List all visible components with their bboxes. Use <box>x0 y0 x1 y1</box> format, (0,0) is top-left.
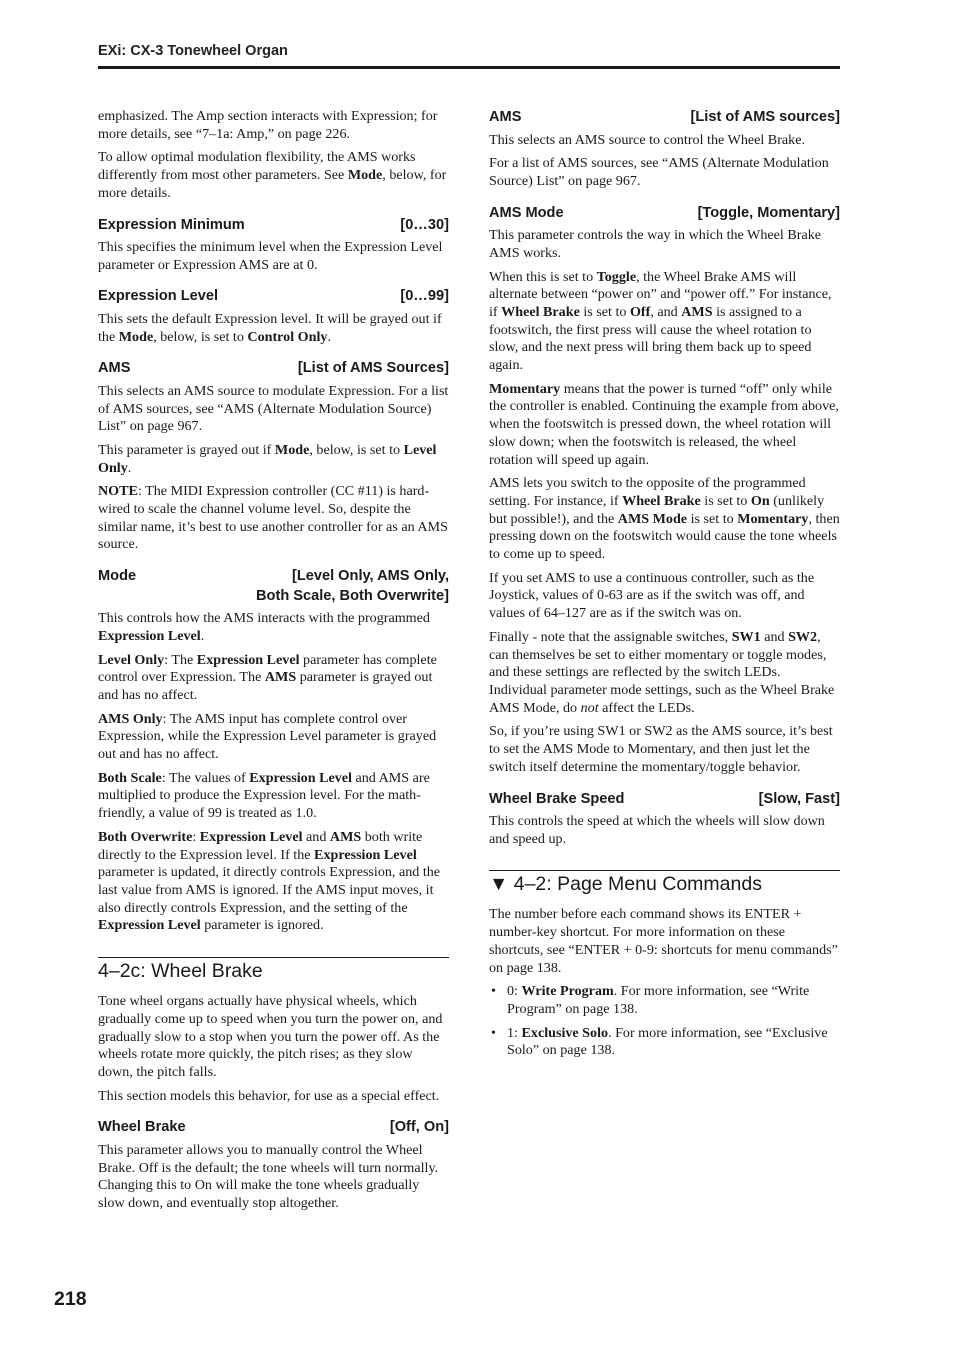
option-label: Both Scale <box>98 769 162 786</box>
ams-mode-switches <box>489 629 840 718</box>
param-range: [List of AMS Sources] <box>297 360 449 377</box>
text: : The MIDI Expression controller (CC #11) is hard-wired to scale the channel volume level. So, despite the similar name, it’s best to use another controller for as an AMS source. <box>98 483 448 553</box>
text: . <box>327 328 331 345</box>
param-name: Wheel Brake Speed <box>489 790 625 807</box>
text: is set to <box>687 510 738 527</box>
left-column <box>98 108 449 1219</box>
bold-ref: Expression Level <box>196 651 300 668</box>
ams-desc: This selects an AMS source to modulate Expression. For a list of AMS sources, see “AMS (Alternate Modulation Source) List” on page 967. <box>98 382 449 435</box>
mode-ref: Mode <box>347 167 383 184</box>
ams-note <box>98 483 449 554</box>
bold-ref: AMS <box>264 669 297 686</box>
option-label: Both Overwrite <box>98 828 193 845</box>
param-name: Mode <box>98 568 137 585</box>
level-only-ref: Level Only <box>98 441 437 476</box>
param-name: Wheel Brake <box>98 1119 186 1136</box>
text: : The AMS input has complete control over Expression, while the Expression Level parameter is grayed out and has no affect. <box>98 710 437 763</box>
bullet-icon: • <box>491 1024 496 1041</box>
option-label: AMS Only <box>98 710 163 727</box>
param-range: [Off, On] <box>389 1119 449 1136</box>
expression-minimum-desc: This specifies the minimum level when the Expression Level parameter or Expression AMS are at 0. <box>98 239 443 273</box>
bold-ref: Momentary <box>489 380 561 397</box>
section-title: ▼ 4–2: Page Menu Commands <box>489 873 762 896</box>
ams-flexibility-paragraph <box>98 149 449 202</box>
param-name: Expression Level <box>98 288 219 305</box>
text: AMS lets you switch to the opposite of the programmed setting. For instance, if <box>489 475 806 509</box>
page-header <box>98 42 840 60</box>
text: When this is set to <box>489 268 597 285</box>
text: , the Wheel Brake AMS will alternate between “power on” and “power off.” For instance, if <box>489 268 832 320</box>
shortcut-number: 0: <box>507 983 522 1000</box>
wheel-intro-2: This section models this behavior, for use as a special effect. <box>98 1087 440 1104</box>
page-number: 218 <box>54 1288 87 1310</box>
param-mode <box>98 567 449 606</box>
mode-ref: Mode <box>118 328 154 345</box>
text: and <box>302 828 330 845</box>
param-wheel-brake-speed <box>489 790 840 810</box>
text: is set to <box>579 303 630 320</box>
text: , below, for more details. <box>98 167 447 201</box>
bold-ref: AMS <box>329 828 362 845</box>
bold-ref: Wheel Brake <box>501 303 580 320</box>
text: This sets the default Expression level. It will be grayed out if the <box>98 310 442 345</box>
param-expression-level <box>98 287 449 307</box>
mode-ams-only <box>98 711 449 764</box>
bold-ref: Off <box>629 303 651 320</box>
param-name: Expression Minimum <box>98 216 245 233</box>
mode-both-overwrite <box>98 829 449 935</box>
text: To allow optimal modulation flexibility, the AMS works differently from most other parameters. See <box>98 149 416 184</box>
param-ams <box>98 359 449 379</box>
bold-ref: Wheel Brake <box>622 492 701 509</box>
header-rule <box>98 66 840 69</box>
section-page-menu-commands <box>489 870 840 896</box>
param-range: [Toggle, Momentary] <box>697 204 840 221</box>
text: : The values of <box>161 769 250 786</box>
text: (unlikely but possible!), and the <box>489 492 825 527</box>
bold-ref: AMS <box>681 303 713 320</box>
bold-ref: AMS Mode <box>617 510 688 527</box>
param-wheel-brake <box>98 1118 449 1138</box>
bold-ref: SW2 <box>788 628 818 645</box>
text: Finally - note that the assignable switches, <box>489 628 732 645</box>
param-expression-minimum <box>98 216 449 236</box>
option-label: Level Only <box>98 651 165 668</box>
param-ams-mode <box>489 204 840 224</box>
text: both write directly to the Expression level. If the <box>98 828 423 863</box>
param-range: [0…30] <box>400 216 449 233</box>
param-range: [Slow, Fast] <box>758 790 840 807</box>
command-name: Write Program <box>521 983 614 1000</box>
text: parameter is grayed out and has no affect. <box>98 669 433 703</box>
text: , can themselves be set to either momentary or toggle modes, and these settings are reflected by the switch LEDs. Individual parameter mode settings, such as the Wheel Brake AMS Mode, do <box>489 628 835 716</box>
intro-paragraph: emphasized. The Amp section interacts with Expression; for more details, see “7–1a: Amp,” on page 226. <box>98 108 438 142</box>
ams-mode-toggle <box>489 269 840 375</box>
wheel-brake-desc: This parameter allows you to manually control the Wheel Brake. Off is the default; the tone wheels will turn normally. Changing this to On will make the tone wheels gradually slow down, and eventually stop altogether. <box>98 1141 439 1211</box>
bold-ref: Expression Level <box>249 769 352 786</box>
control-only-ref: Control Only <box>247 328 328 345</box>
ams-mode-opposite <box>489 475 840 564</box>
param-ams-wheel <box>489 108 840 128</box>
italic-emphasis: not <box>580 699 599 716</box>
text: parameter is updated, it directly controls Expression, and the last value from AMS is ignored. If the AMS input moves, it also directly controls Expression, and the setting of the <box>98 864 441 916</box>
text: . <box>200 627 205 644</box>
text: , and <box>650 303 682 320</box>
ams-mode-continuous: If you set AMS to use a continuous controller, such as the Joystick, values of 0-63 are as if the switch was off, and values of 64–127 are as if the switch was on. <box>489 569 815 622</box>
text: . For more information, see “Write Program” on page 138. <box>507 983 810 1017</box>
list-item <box>489 983 840 1018</box>
text: . For more information, see “Exclusive Solo” on page 138. <box>507 1024 828 1059</box>
mode-desc <box>98 610 449 645</box>
param-name: AMS Mode <box>489 204 564 221</box>
text: means that the power is turned “off” only while the controller is enabled. Continuing the example from above, when the footswitch is pressed down, the wheel rotation will slow down; when the footswitch is released, the wheel rotation will speed up again. <box>489 380 839 468</box>
range-line: [Level Only, AMS Only, <box>291 568 449 585</box>
mode-level-only <box>98 652 449 705</box>
header-title: EXi: CX-3 Tonewheel Organ <box>98 43 288 59</box>
menu-command-list <box>489 983 840 1060</box>
wheel-brake-speed-desc: This controls the speed at which the wheels will slow down and speed up. <box>489 813 825 847</box>
ams-wheel-desc: This selects an AMS source to control the Wheel Brake. <box>489 131 805 148</box>
text: : The <box>164 651 197 668</box>
bold-ref: Expression Level <box>98 917 201 934</box>
bold-ref: Momentary <box>737 510 809 527</box>
mode-both-scale <box>98 770 449 823</box>
wheel-intro: Tone wheel organs actually have physical wheels, which gradually come up to speed when you turn the power on, and gradually slow to a stop when you turn the power off. As the wheels rotate more quickly, the pitch rises; as they slow down, the pitch falls. <box>98 993 443 1080</box>
param-name: AMS <box>98 360 131 377</box>
mode-ref: Mode <box>274 441 310 458</box>
param-range: [0…99] <box>400 288 449 305</box>
param-name: AMS <box>489 109 522 125</box>
ams-mode-momentary <box>489 381 840 470</box>
shortcut-number: 1: <box>507 1024 522 1041</box>
text: is assigned to a footswitch, the first press will cause the wheel rotation to slow, and the next press will bring them back up to speed again. <box>489 303 812 374</box>
text: . <box>127 459 132 476</box>
bold-ref: SW1 <box>731 628 761 645</box>
section-title: 4–2c: Wheel Brake <box>98 960 263 983</box>
text: , below, is set to <box>153 328 248 345</box>
text: and <box>760 628 789 645</box>
text: is set to <box>700 492 751 509</box>
range-line: Both Scale, Both Overwrite] <box>256 587 449 604</box>
ams-wheel-list: For a list of AMS sources, see “AMS (Alternate Modulation Source) List” on page 967. <box>489 155 829 189</box>
bullet-icon: • <box>491 983 496 1000</box>
text: parameter is ignored. <box>200 917 324 934</box>
section-wheel-brake <box>98 957 449 983</box>
text: affect the LEDs. <box>598 699 695 716</box>
right-column <box>489 108 840 1066</box>
note-label: NOTE <box>98 483 138 500</box>
text: This controls how the AMS interacts with the programmed <box>98 610 430 627</box>
bold-ref: Toggle <box>596 268 637 285</box>
menu-intro: The number before each command shows its ENTER + number-key shortcut. For more information on these shortcuts, see “ENTER + 0-9: shortcuts for menu commands” on page 138. <box>489 906 838 976</box>
expression-level-ref: Expression Level <box>98 627 201 644</box>
text: , below, is set to <box>309 441 404 458</box>
expression-level-desc <box>98 311 449 346</box>
ams-grayed-desc <box>98 442 449 477</box>
param-range <box>256 567 449 606</box>
bold-ref: On <box>750 492 770 509</box>
bold-ref: Expression Level <box>199 828 303 845</box>
text: : <box>192 828 200 845</box>
text: and AMS are multiplied to produce the Expression level. For the math-friendly, a value of 99 is treated as 1.0. <box>98 769 430 822</box>
ams-mode-desc: This parameter controls the way in which the Wheel Brake AMS works. <box>489 227 822 261</box>
text: This parameter is grayed out if <box>98 441 275 458</box>
bold-ref: Expression Level <box>314 846 417 863</box>
text: , then pressing down on the footswitch would cause the tone wheels to come up to speed. <box>489 510 840 563</box>
list-item <box>489 1025 840 1060</box>
command-name: Exclusive Solo <box>521 1024 609 1041</box>
text: parameter has complete control over Expression. The <box>98 651 437 686</box>
ams-mode-advice: So, if you’re using SW1 or SW2 as the AMS source, it’s best to set the AMS Mode to Momentary, and then just let the switch itself determine the momentary/toggle behavior. <box>489 723 833 775</box>
param-range: [List of AMS sources] <box>690 109 840 125</box>
